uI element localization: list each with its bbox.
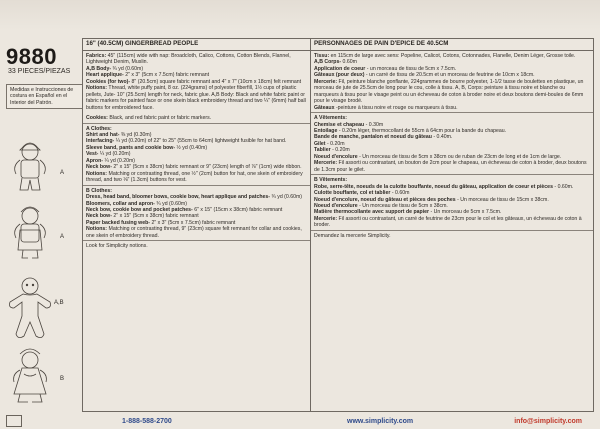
english-b-clothes-section bbox=[83, 186, 310, 242]
item-text: 2" x 15" (5cm x 38cm) fabric remnant bbox=[113, 213, 199, 220]
item-label: Noeud d'encolure bbox=[314, 153, 358, 160]
notions-note: Look for Simplicity notions. bbox=[86, 243, 148, 250]
item-label: Mercerie: bbox=[314, 215, 338, 222]
left-column bbox=[0, 0, 82, 429]
heart-text: 2" x 3" (5cm x 7.5cm) fabric remnant bbox=[125, 72, 210, 79]
item-text: - Un morceau de tissu de 5cm x 38cm ou de ruban de 23cm de long et de 1cm de large. bbox=[359, 153, 562, 160]
english-column bbox=[83, 39, 311, 411]
item-label: Chemise et chapeau bbox=[314, 121, 365, 128]
item-label: Notions: bbox=[86, 226, 108, 233]
list-item bbox=[314, 216, 590, 229]
french-a-section bbox=[311, 113, 593, 175]
item-label: Sleeve band, pants and cookie bow- bbox=[86, 144, 176, 151]
english-heading: 16" (40.5CM) GINGERBREAD PEOPLE bbox=[83, 39, 310, 51]
item-text: Matching or contrasting thread, one ½" (2cm) button for hat, one skein of embroidery thread, and two ⅛" (1.3cm) buttons for vest. bbox=[86, 170, 303, 184]
item-label: Robe, serre-tête, noeuds de la culotte bouffante, noeud du gâteau, application de coeur et pièces bbox=[314, 183, 553, 190]
item-label: Apron- bbox=[86, 157, 103, 164]
french-heading: PERSONNAGES DE PAIN D'EPICE DE 40.5CM bbox=[311, 39, 593, 51]
corps-label: A,B Corps- bbox=[314, 59, 342, 66]
item-text: ¾ yd (0.60m) bbox=[271, 194, 303, 201]
item-text: - 0.20m bbox=[326, 140, 345, 147]
item-text: 2" x 15" (5cm x 38cm) fabric remnant or 9" (23cm) length of ⅞" (1cm) wide ribbon. bbox=[113, 164, 302, 171]
mercerie-note: Demandez la mercerie Simplicity. bbox=[314, 232, 391, 239]
item-text: ¼ yd (0.20m) of 22" to 25" (55cm to 64cm) lightweight fusible for hat band. bbox=[115, 138, 287, 145]
item-text: - 0.60m bbox=[391, 190, 410, 197]
item-label: Entoilage bbox=[314, 127, 338, 134]
cookies2-text: Black, and red fabric paint or fabric markers. bbox=[109, 115, 212, 122]
french-footer bbox=[311, 231, 593, 240]
body-text: ¾ yd (0.60m) bbox=[112, 65, 144, 72]
figure-sketches bbox=[8, 140, 82, 410]
item-text: - 0.20m léger, thermocollant de 55cm à 64cm pour la bande du chapeau. bbox=[338, 127, 507, 134]
gingerbread-figures bbox=[8, 140, 82, 410]
mercerie-label: Mercerie: bbox=[314, 78, 338, 85]
email-link[interactable]: info@simplicity.com bbox=[514, 418, 582, 425]
spanish-note: Medidas e Instrucciones de costura en Español en el Interior del Patrón. bbox=[6, 84, 88, 109]
item-text: - 0.60m. bbox=[554, 183, 574, 190]
item-label: Shirt and hat- bbox=[86, 131, 120, 138]
tissu-text: en 115cm de large avec sens: Popeline, Calicot, Cotons, Cotonnades, Flanelle, Denim Léger, Grosse toile. bbox=[330, 53, 576, 59]
item-label: Paper backed fusing web- bbox=[86, 219, 150, 226]
item-text: 2" x 3" (5cm x 7.5cm) fabric remnant bbox=[151, 219, 236, 226]
cookies-label: Cookies (for two)- bbox=[86, 78, 131, 85]
item-text: - 0.40m. bbox=[433, 134, 453, 141]
item-label: Noeud d'encolure bbox=[314, 202, 358, 209]
gateaux2-text: -peinture à tissu noire et rouge ou marqueurs à tissu. bbox=[335, 104, 458, 111]
figure-label-a1: A bbox=[60, 170, 65, 176]
item-label: Neck bow, cookie bow and pocket patches- bbox=[86, 206, 193, 213]
list-item bbox=[314, 160, 590, 173]
gateaux-text: - un carré de tissu de 20.5cm et un morceau de feutrine de 10cm x 18cm. bbox=[365, 72, 535, 79]
item-text: - 0.20m bbox=[332, 147, 350, 154]
item-text: ⅜ yd (0.30m) bbox=[120, 131, 152, 138]
item-label: Neck bow- bbox=[86, 164, 112, 171]
list-item bbox=[86, 226, 307, 239]
figure-label-a2: A bbox=[60, 234, 65, 240]
fabrics-text: 45" (115cm) wide with nap: Broadcloth, Calico, Cottons, Cotton Blends, Flannel, Lightweight Denim, Muslin. bbox=[86, 53, 291, 66]
simplicity-logo bbox=[6, 415, 22, 427]
item-text: - Un morceau de 5cm x 7.5cm. bbox=[430, 209, 502, 216]
item-label: Bloomers, collar and apron- bbox=[86, 200, 155, 207]
item-label: Vest- bbox=[86, 151, 99, 158]
coeur-text: - un morceau de tissu de 5cm x 7.5cm. bbox=[366, 65, 457, 72]
item-label: Mercerie: bbox=[314, 160, 338, 167]
item-text: Fil assorti ou contrastant, un bouton de 2cm pour le chapeau, un écheveau de coton à broder, deux boutons de 1.3cm pour le gilet. bbox=[314, 160, 587, 173]
french-column bbox=[311, 39, 593, 411]
item-label: Gilet bbox=[314, 140, 326, 147]
item-label: Notions: bbox=[86, 170, 108, 177]
list-item bbox=[86, 171, 307, 184]
b-vetements-heading: B Vêtements: bbox=[314, 177, 348, 184]
phone-number[interactable]: 1-888-588-2700 bbox=[122, 418, 172, 425]
item-label: Matière thermocollante avec support de papier bbox=[314, 209, 430, 216]
notions-text: Thread, white puffy paint, 8 oz. (224grams) of polyester fiberfill, 1½ cups of plastic pellets, Jute- 10" (25.5cm) length for neck, fabric glue. A,B Body: Black and white fabric paint or fabric markers for painted face or one skein black embroidery thread and two ¼" (6mm) half ball buttons for embroidered face. bbox=[86, 85, 306, 111]
item-label: Interfacing- bbox=[86, 138, 115, 145]
item-label: Noeud d'encolure, noeud du gâteau et pièces des poches bbox=[314, 196, 456, 203]
coeur-label: Application de coeur bbox=[314, 65, 366, 72]
pattern-number: 9880 bbox=[6, 44, 57, 69]
piece-count: 33 PIECES/PIEZAS bbox=[8, 68, 71, 75]
gateaux-label: Gâteaux (pour deux) bbox=[314, 72, 365, 79]
b-clothes-heading: B Clothes: bbox=[86, 187, 112, 194]
website-link[interactable]: www.simplicity.com bbox=[347, 418, 414, 425]
french-b-section bbox=[311, 175, 593, 231]
item-label: Tablier bbox=[314, 147, 331, 154]
item-text: ½ yd (0.40m) bbox=[176, 144, 208, 151]
item-label: Culotte bouffante, col et tablier bbox=[314, 190, 391, 197]
figure-label-b: B bbox=[60, 376, 65, 382]
item-text: - Un morceau de tissu de 5cm x 38cm. bbox=[359, 202, 448, 209]
french-fabrics-section bbox=[311, 51, 593, 113]
item-text: ¾ yd (0.60m) bbox=[156, 200, 187, 207]
item-text: - Un morceau de tissu de 15cm x 38cm. bbox=[457, 196, 549, 203]
item-label: Neck bow- bbox=[86, 213, 112, 220]
item-label: Bande de manche, pantalon et noeud du gâteau bbox=[314, 134, 432, 141]
envelope-fold bbox=[0, 0, 600, 30]
yardage-chart bbox=[82, 38, 594, 412]
notions-label: Notions: bbox=[86, 85, 108, 92]
cookies2-label: Cookies: bbox=[86, 115, 108, 122]
item-text: 6" x 15" (15cm x 38cm) fabric remnant bbox=[194, 206, 283, 213]
item-label: Dress, head band, bloomer bows, cookie bow, heart applique and patches- bbox=[86, 194, 270, 201]
heart-label: Heart applique- bbox=[86, 72, 124, 79]
item-text: - 0.30m bbox=[365, 121, 384, 128]
contact-footer bbox=[82, 410, 592, 429]
gateaux2-label: Gâteaux bbox=[314, 104, 335, 111]
body-label: A,B Body- bbox=[86, 65, 112, 72]
english-fabrics-section bbox=[83, 51, 310, 124]
fabrics-label: Fabrics: bbox=[86, 53, 107, 59]
english-a-clothes-section bbox=[83, 124, 310, 186]
figure-label-ab: A,B bbox=[54, 300, 64, 306]
cookies-text: 8" (20.5cm) square fabric remnant and 4" x 7" (10cm x 18cm) felt remnant bbox=[131, 78, 302, 85]
corps-text: 0.60m bbox=[342, 59, 357, 66]
mercerie-text: Fil, peinture blanche gonflante, 224grammes de bourre polyester, 1-1/2 tasse de boulettes en plastique, un morceau de jute de 25.5cm de long pour le cou, colle à tissu. A, B, Corps: peinture à tissu noire et blanche ou marqueurs à tissu pour le visage peint ou un écheveau de coton à broder noire et deux boutons demi-boules de 6mm pour le visage brodé. bbox=[314, 78, 584, 105]
item-text: ¼ yd (0.20m) bbox=[99, 151, 131, 158]
english-footer bbox=[83, 241, 310, 250]
item-text: Matching or contrasting thread, 9" (23cm) square felt remnant for collar and cookies, one skein of embroidery thread. bbox=[86, 226, 302, 239]
tissu-label: Tissu: bbox=[314, 53, 330, 59]
item-text: ¼ yd (0.20m) bbox=[104, 157, 136, 164]
item-text: Fil assorti ou contrastant, un carré de feutrine de 23cm pour le col et les gâteaux, un écheveau de coton à broder. bbox=[314, 215, 582, 229]
a-vetements-heading: A Vêtements: bbox=[314, 115, 347, 122]
a-clothes-heading: A Clothes: bbox=[86, 125, 112, 132]
